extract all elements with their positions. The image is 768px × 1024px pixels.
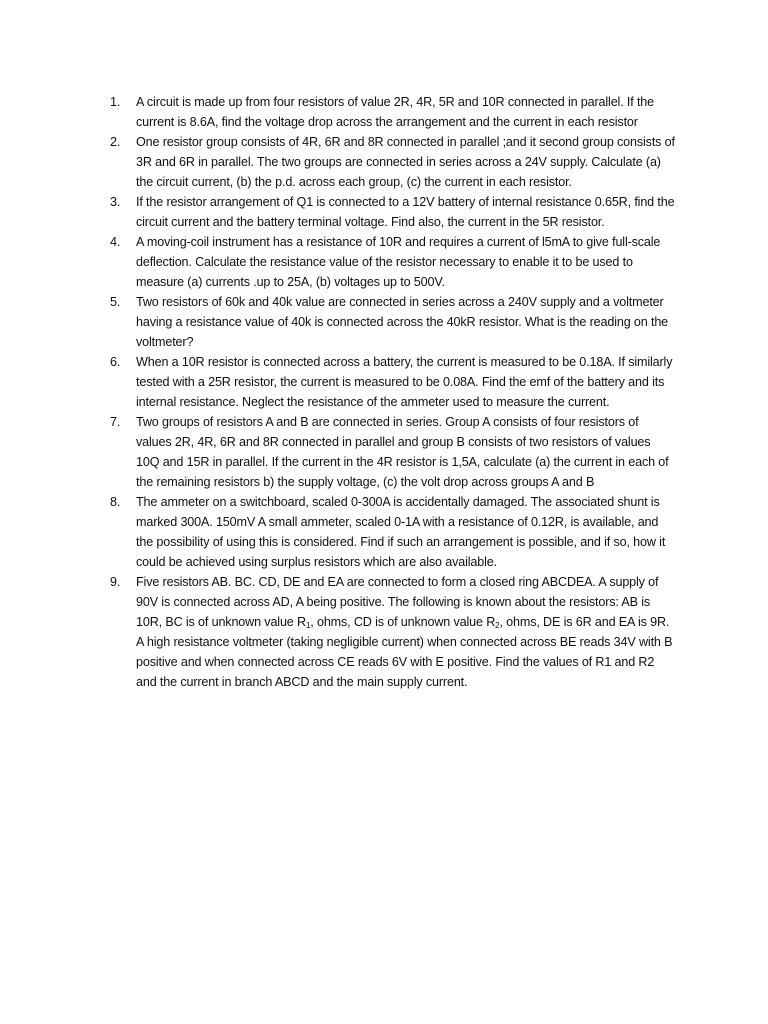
question-text — [136, 572, 676, 692]
question-number: 2. — [110, 135, 121, 149]
question-1 — [110, 92, 676, 132]
r1-subscript: 1 — [305, 621, 311, 630]
question-number: 1. — [110, 95, 121, 109]
question-6 — [110, 352, 676, 412]
question-2 — [110, 132, 676, 192]
question-text: Two groups of resistors A and B are connected in series. Group A consists of four resistors of values 2R, 4R, 6R and 8R connected in parallel and group B consists of two resistors of values 10Q and 15R in parallel. If the current in the 4R resistor is 1,5A, calculate (a) the current in each of the remaining resistors b) the supply voltage, (c) the volt drop across groups A and B — [136, 415, 669, 489]
question-3 — [110, 192, 676, 232]
question-text: A moving-coil instrument has a resistance of 10R and requires a current of l5mA to give full-scale deflection. Calculate the resistance value of the resistor necessary to enable it to be used to measure (a) currents .up to 25A, (b) voltages up to 500V. — [136, 235, 661, 289]
question-text: Two resistors of 60k and 40k value are connected in series across a 240V supply and a voltmeter having a resistance value of 40k is connected across the 40kR resistor. What is the reading on the voltmeter? — [136, 295, 669, 349]
question-8 — [110, 492, 676, 572]
r2-subscript: 2 — [495, 621, 500, 630]
question-text: A circuit is made up from four resistors of value 2R, 4R, 5R and 10R connected in parallel. If the current is 8.6A, find the voltage drop across the arrangement and the current in each resistor — [136, 95, 654, 129]
question-4 — [110, 232, 676, 292]
question-text-part: , ohms, DE is 6R and EA is 9R. A high resistance voltmeter (taking negligible current) when connected across BE reads 34V with B positive and when connected across CE reads 6V with E positive. Find the values of R1 and R2 and the current in branch ABCD and the main supply current. — [136, 615, 673, 689]
question-text: If the resistor arrangement of Q1 is connected to a 12V battery of internal resistance 0.65R, find the circuit current and the battery terminal voltage. Find also, the current in the 5R resistor. — [136, 195, 675, 229]
question-number: 6. — [110, 355, 121, 369]
question-number: 3. — [110, 195, 121, 209]
question-number: 8. — [110, 495, 121, 509]
question-text-part: Five resistors AB. BC. CD, DE and EA are connected to form a closed ring ABCDEA. A supply of 90V is connected across AD, A being positive. The following is known about the resistors: AB is 10R, BC is of unknown value R — [136, 575, 659, 629]
question-number: 7. — [110, 415, 121, 429]
question-text: One resistor group consists of 4R, 6R and 8R connected in parallel ;and it second group consists of 3R and 6R in parallel. The two groups are connected in series across a 24V supply. Calculate (a) the circuit current, (b) the p.d. across each group, (c) the current in each resistor. — [136, 135, 675, 189]
question-number: 5. — [110, 295, 121, 309]
question-9 — [110, 572, 676, 692]
question-text-part: , ohms, CD is of unknown value R — [310, 615, 496, 629]
question-list — [110, 92, 676, 692]
question-text: The ammeter on a switchboard, scaled 0-300A is accidentally damaged. The associated shunt is marked 300A. 150mV A small ammeter, scaled 0-1A with a resistance of 0.12R, is available, and the possibility of using this is considered. Find if such an arrangement is possible, and if so, how it could be achieved using surplus resistors which are also available. — [136, 495, 666, 569]
question-7 — [110, 412, 676, 492]
question-number: 9. — [110, 575, 121, 589]
question-number: 4. — [110, 235, 121, 249]
question-5 — [110, 292, 676, 352]
question-text: When a 10R resistor is connected across a battery, the current is measured to be 0.18A. If similarly tested with a 25R resistor, the current is measured to be 0.08A. Find the emf of the battery and its internal resistance. Neglect the resistance of the ammeter used to measure the current. — [136, 355, 673, 409]
